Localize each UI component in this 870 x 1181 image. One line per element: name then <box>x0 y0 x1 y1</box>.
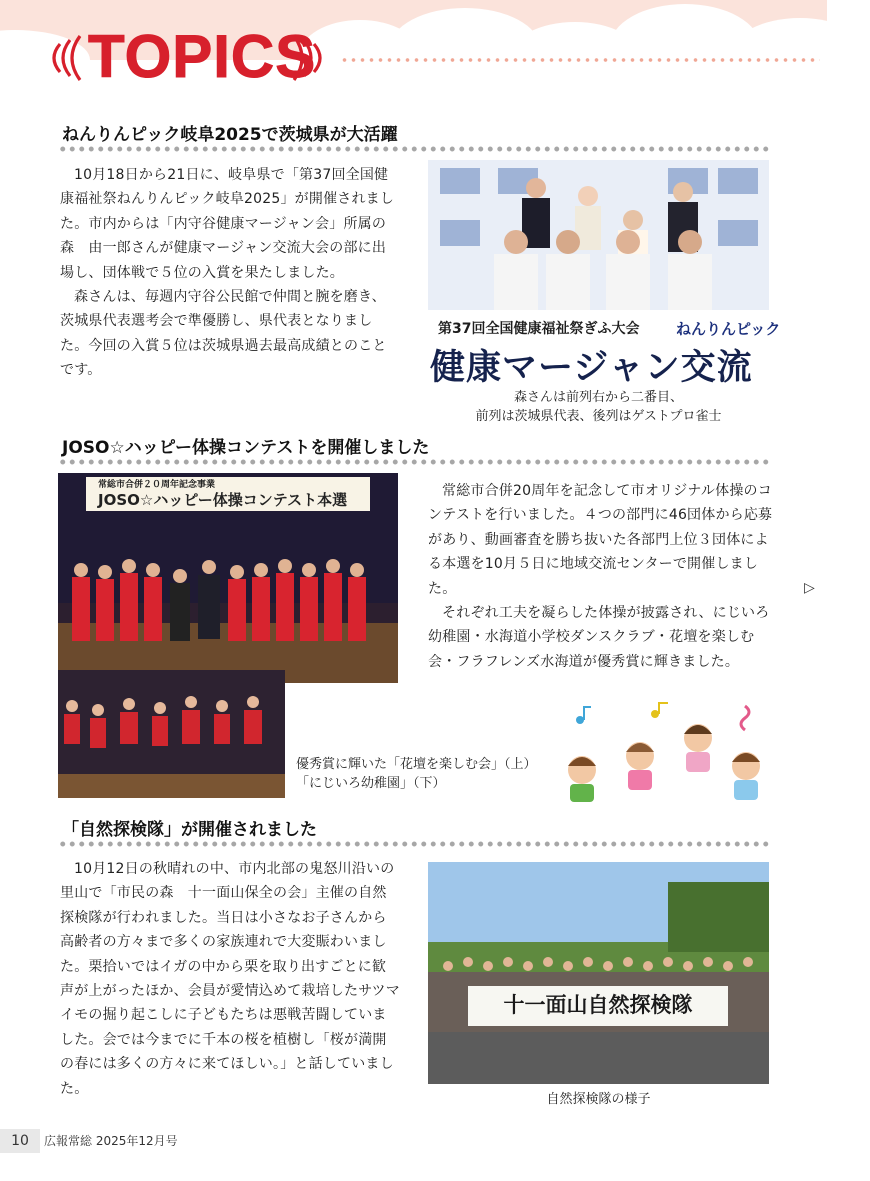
photo-nature-group <box>428 862 769 1084</box>
photo-nenrin-team <box>428 160 781 388</box>
caption-line: 自然探検隊の様子 <box>546 1092 651 1107</box>
photo-kindergarten-illustration <box>58 670 285 798</box>
photo-joso-stage <box>58 473 398 683</box>
article-paragraph: 10月18日から21日に、岐阜県で「第37回全国健康福祉祭ねんりんピック岐阜2025」が開催されました。市内からは「内守谷健康マージャン会」所属の森 由一郎さんが健康マージャン交流大会の部に出場し、団体戦で５位の入賞を果たしました。 <box>60 167 395 281</box>
article-paragraph: 森さんは、毎週内守谷公民館で仲間と腕を磨き、茨城県代表選考会で準優勝し、県代表となりました。今回の入賞５位は茨城県過去最高成績とのことです。 <box>60 289 387 379</box>
page-number: 10 <box>0 1129 40 1153</box>
sound-wave-left-icon <box>46 30 86 86</box>
caption-line: 「にじいろ幼稚園」（下） <box>296 776 446 791</box>
article-nenrin <box>60 163 400 383</box>
page-header <box>0 0 827 110</box>
article-nature <box>60 857 400 1101</box>
photo-caption-nature <box>428 1090 769 1109</box>
photo-joso-kindergarten <box>58 670 285 798</box>
section-heading-nenrin: ねんりんピック岐阜2025で茨城県が大活躍 <box>62 125 398 145</box>
article-paragraph: それぞれ工夫を凝らした体操が披露され、にじいろ幼稚園・水海道小学校ダンスクラブ・花壇を楽しむ会・フラフレンズ水海道が優秀賞に輝きました。 <box>428 605 770 670</box>
photo-banner-event: 第37回全国健康福祉祭ぎふ大会 <box>438 321 640 337</box>
article-paragraph: 10月12日の秋晴れの中、市内北部の鬼怒川沿いの里山で「市民の森 十一面山保全の会」主催の自然探検隊が行われました。当日は小さなお子さんから高齢者の方々まで多くの家族連れで大変賑わいました。栗拾いではイガの中から栗を取り出すごとに歓声が上がったほか、会員が愛情込めて栽培したサツマイモの掘り起こしに子どもたちは悪戦苦闘していました。会では今までに千本の桜を植樹し「桜が満開の春には多くの方々に来てほしい。」と話していました。 <box>60 861 400 1097</box>
section-divider <box>58 145 770 153</box>
article-joso <box>428 479 774 674</box>
photo-banner-main: JOSO☆ハッピー体操コンテスト本選 <box>98 491 348 509</box>
photo-banner-main: 健康マージャン交流 <box>430 348 753 388</box>
section-divider <box>58 458 770 466</box>
photo-caption-joso <box>296 755 556 793</box>
next-page-arrow-icon: ▷ <box>804 580 815 596</box>
caption-line: 優秀賞に輝いた「花壇を楽しむ会」（上） <box>296 757 537 772</box>
page-title: TOPICS <box>88 23 317 90</box>
article-paragraph: 常総市合併20周年を記念して市オリジナル体操のコンテストを行いました。４つの部門に46団体から応募があり、動画審査を勝ち抜いた各部門上位３団体による本選を10月５日に地域交流センターで開催しました。 <box>428 483 773 597</box>
sound-wave-right-icon <box>288 30 328 86</box>
section-heading-joso: JOSO☆ハッピー体操コンテストを開催しました <box>62 438 430 458</box>
caption-line: 前列は茨城県代表、後列はゲストプロ雀士 <box>475 409 722 424</box>
caption-line: 森さんは前列右から二番目、 <box>513 390 683 405</box>
photo-banner-sub: 常総市合併２０周年記念事業 <box>98 480 216 490</box>
dancing-children-illustration <box>560 700 770 810</box>
photo-banner-main: 十一面山自然探検隊 <box>503 993 693 1017</box>
photo-banner-brand: ねんりんピック <box>676 320 781 338</box>
section-heading-nature: 「自然探検隊」が開催されました <box>62 820 317 840</box>
section-divider <box>58 840 770 848</box>
photo-caption-nenrin <box>428 388 769 426</box>
publication-name: 広報常総 2025年12月号 <box>44 1134 178 1148</box>
photo-nature-illustration <box>428 862 769 1084</box>
header-dot-line <box>340 56 820 64</box>
